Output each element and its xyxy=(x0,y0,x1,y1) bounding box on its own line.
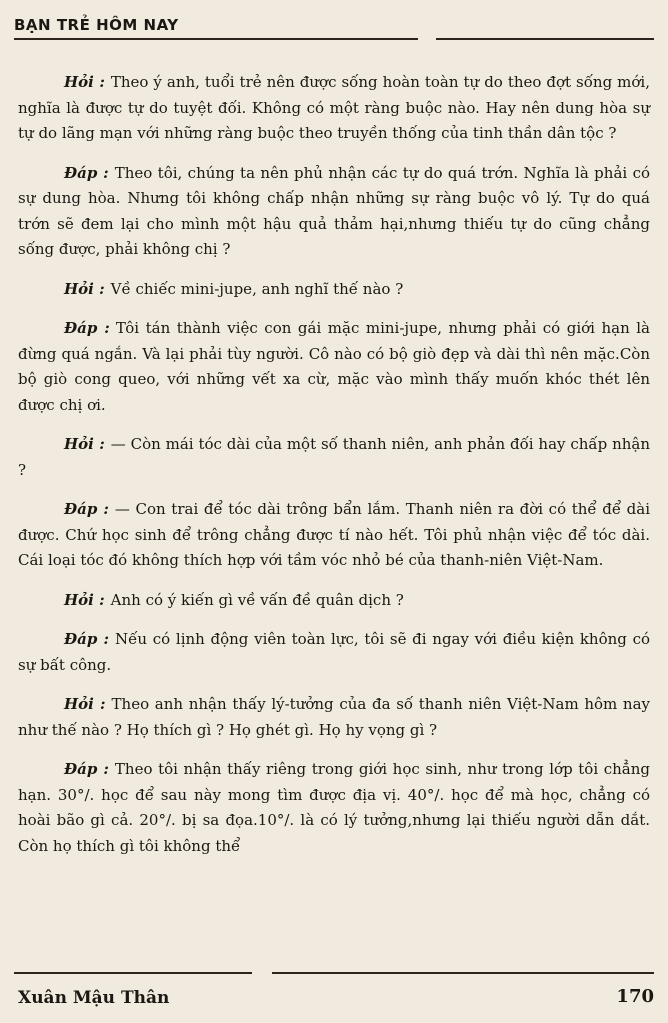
question-paragraph xyxy=(18,432,650,483)
qa-text: Nếu có lịnh động viên toàn lực, tôi sẽ đi ngay với điều kiện không có sự bất công. xyxy=(18,630,650,674)
question-paragraph xyxy=(18,277,650,303)
qa-text: — Con trai để tóc dài trông bẩn lắm. Thanh niên ra đời có thể để dài được. Chứ học sinh để trông chẳng được tí nào hết. Tôi phủ nhận việc để tóc dài. Cái loại tóc đó không thích hợp với tầm vóc nhỏ bé của thanh-niên Việt-Nam. xyxy=(18,500,651,569)
qa-text: Tôi tán thành việc con gái mặc mini-jupe, nhưng phải có giới hạn là đừng quá ngắn. Và lại phải tùy người. Cô nào có bộ giò đẹp và dài thì nên mặc.Còn bộ giò cong queo, với những vết xa cừ, mặc vào mình thấy muốn khóc thét lên được chị ơi. xyxy=(18,319,650,414)
page-number: 170 xyxy=(616,986,654,1007)
qa-text: Theo tôi, chúng ta nên phủ nhận các tự do quá trớn. Nghĩa là phải có sự dung hòa. Nhưng tôi không chấp nhận những sự ràng buộc vô lý. Tự do quá trớn sẽ đem lại cho mình một hậu quả thảm hại,nhưng thiếu tự do cũng chẳng sống được, phải không chị ? xyxy=(18,163,651,258)
qa-text: — Còn mái tóc dài của một số thanh niên, anh phản đối hay chấp nhận ? xyxy=(18,435,650,479)
answer-paragraph xyxy=(18,757,650,859)
qa-text: Theo ý anh, tuổi trẻ nên được sống hoàn toàn tự do theo đợt sống mới, nghĩa là được tự do tuyệt đối. Không có một ràng buộc nào. Hay nên dung hòa sự tự do lãng mạn với những ràng buộc theo truyền thống của tinh thần dân tộc ? xyxy=(18,73,650,142)
footer-rule xyxy=(14,972,252,974)
qa-text: Về chiếc mini-jupe, anh nghĩ thế nào ? xyxy=(110,279,404,298)
running-title: BẠN TRẺ HÔM NAY xyxy=(14,16,179,34)
header-rule xyxy=(436,38,654,40)
answer-paragraph xyxy=(18,627,650,678)
qa-label: Hỏi : xyxy=(64,279,105,298)
qa-label: Hỏi : xyxy=(64,73,105,91)
qa-label: Đáp : xyxy=(64,500,109,518)
page-header xyxy=(14,16,654,44)
qa-label: Đáp : xyxy=(64,319,110,337)
qa-label: Đáp : xyxy=(64,163,109,182)
qa-label: Hỏi : xyxy=(64,435,105,453)
footer-rule xyxy=(272,972,654,974)
header-rule xyxy=(14,38,418,40)
issue-name: Xuân Mậu Thân xyxy=(18,988,170,1008)
qa-text: Theo tôi nhận thấy riêng trong giới học sinh, như trong lớp tôi chẳng hạn. 30°/. học để sau này mong tìm được địa vị. 40°/. học để mà học, chẳng có hoài bão gì cả. 20°/. bị sa đọa.10°/. là có lý tưởng,nhưng lại thiếu người dẫn dắt. Còn họ thích gì tôi không thể xyxy=(18,760,650,855)
question-paragraph xyxy=(18,692,650,743)
answer-paragraph xyxy=(18,316,650,418)
question-paragraph xyxy=(18,588,650,614)
page-footer xyxy=(14,972,654,1012)
qa-text: Anh có ý kiến gì về vấn đề quân dịch ? xyxy=(110,590,404,609)
answer-paragraph xyxy=(18,161,650,263)
interview-body xyxy=(18,70,650,873)
qa-text: Theo anh nhận thấy lý-tưởng của đa số thanh niên Việt-Nam hôm nay như thế nào ? Họ thích gì ? Họ ghét gì. Họ hy vọng gì ? xyxy=(18,695,651,739)
qa-label: Hỏi : xyxy=(64,590,105,609)
qa-label: Đáp : xyxy=(64,760,109,778)
answer-paragraph xyxy=(18,497,650,574)
qa-label: Đáp : xyxy=(64,630,110,648)
question-paragraph xyxy=(18,70,650,147)
qa-label: Hỏi : xyxy=(64,695,106,713)
